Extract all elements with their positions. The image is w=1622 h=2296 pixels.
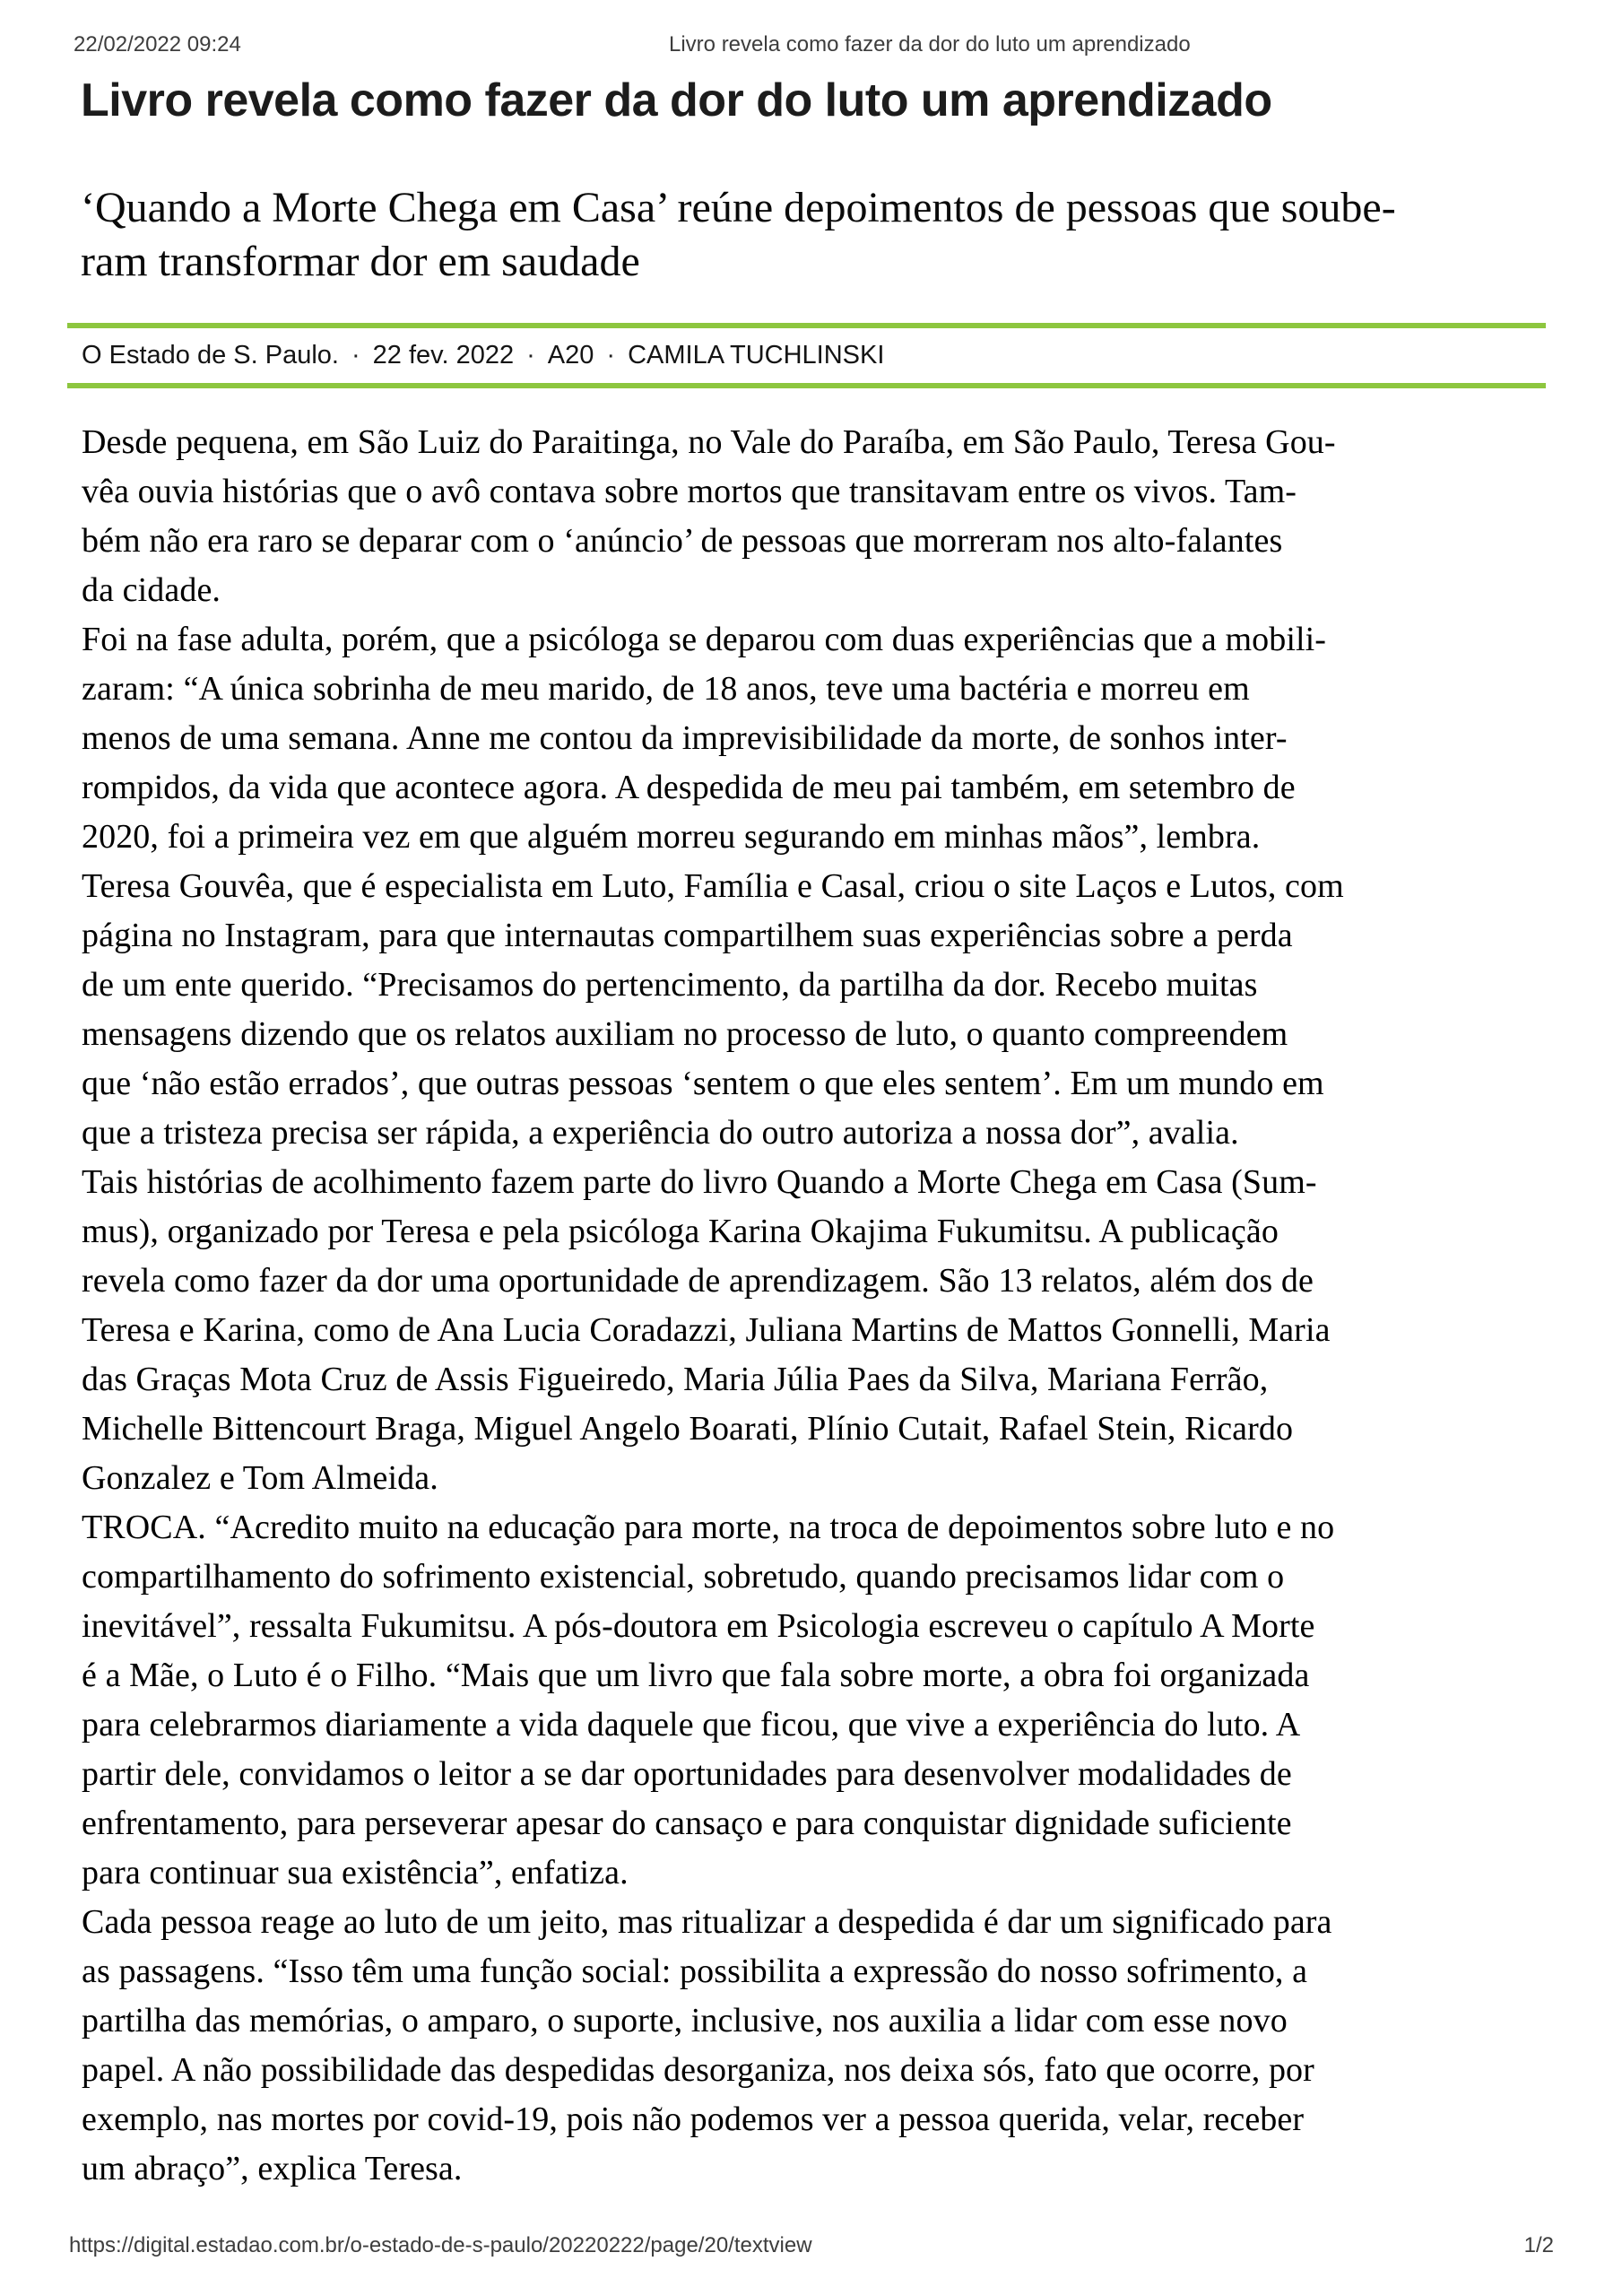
subtitle-line: ram transformar dor em saudade xyxy=(81,238,640,285)
byline-separator: · xyxy=(526,341,535,370)
body-line: Foi na fase adulta, porém, que a psicóloga se deparou com duas experiências que a mobili- xyxy=(82,621,1327,658)
body-line: menos de uma semana. Anne me contou da imprevisibilidade da morte, de sonhos inter- xyxy=(82,719,1288,757)
print-header-document-title: Livro revela como fazer da dor do luto um aprendizado xyxy=(669,32,1191,57)
byline-source: O Estado de S. Paulo. xyxy=(82,341,339,370)
print-footer-url: https://digital.estadao.com.br/o-estado-de-s-paulo/20220222/page/20/textview xyxy=(69,2233,812,2257)
article-byline xyxy=(82,328,884,383)
article-subtitle xyxy=(81,181,1396,289)
body-line: vêa ouvia histórias que o avô contava sobre mortos que transitavam entre os vivos. Tam- xyxy=(82,473,1297,510)
body-line: Gonzalez e Tom Almeida. xyxy=(82,1459,438,1497)
body-line: Tais histórias de acolhimento fazem parte do livro Quando a Morte Chega em Casa (Sum- xyxy=(82,1163,1317,1201)
byline-bottom-rule xyxy=(67,383,1546,388)
body-line: enfrentamento, para perseverar apesar do cansaço e para conquistar dignidade suficiente xyxy=(82,1805,1292,1842)
body-line: revela como fazer da dor uma oportunidade de aprendizagem. São 13 relatos, além dos de xyxy=(82,1262,1314,1300)
body-line: para continuar sua existência”, enfatiza. xyxy=(82,1854,629,1892)
article-body xyxy=(82,418,1552,2194)
body-line: para celebrarmos diariamente a vida daquele que ficou, que vive a experiência do luto. A xyxy=(82,1706,1301,1744)
body-line: que a tristeza precisa ser rápida, a experiência do outro autoriza a nossa dor”, avalia. xyxy=(82,1114,1239,1152)
body-line: compartilhamento do sofrimento existencial, sobretudo, quando precisamos lidar com o xyxy=(82,1558,1285,1596)
article-headline: Livro revela como fazer da dor do luto um aprendizado xyxy=(81,74,1272,126)
body-line: é a Mãe, o Luto é o Filho. “Mais que um livro que fala sobre morte, a obra foi organizada xyxy=(82,1657,1310,1694)
body-line: Teresa Gouvêa, que é especialista em Luto, Família e Casal, criou o site Laços e Lutos, com xyxy=(82,867,1344,905)
body-line: um abraço”, explica Teresa. xyxy=(82,2150,463,2187)
body-line: Teresa e Karina, como de Ana Lucia Coradazzi, Juliana Martins de Mattos Gonnelli, Maria xyxy=(82,1311,1331,1349)
body-line: mus), organizado por Teresa e pela psicóloga Karina Okajima Fukumitsu. A publicação xyxy=(82,1213,1279,1250)
body-line: as passagens. “Isso têm uma função social: possibilita a expressão do nosso sofrimento, a xyxy=(82,1952,1308,1990)
print-footer-page-indicator: 1/2 xyxy=(1523,2233,1554,2257)
print-header-datetime: 22/02/2022 09:24 xyxy=(74,32,241,57)
body-line: Desde pequena, em São Luiz do Paraitinga, no Vale do Paraíba, em São Paulo, Teresa Gou- xyxy=(82,423,1336,461)
byline-author: CAMILA TUCHLINSKI xyxy=(628,341,885,370)
body-line: que ‘não estão errados’, que outras pessoas ‘sentem o que eles sentem’. Em um mundo em xyxy=(82,1065,1324,1102)
subtitle-line: ‘Quando a Morte Chega em Casa’ reúne depoimentos de pessoas que soube- xyxy=(81,184,1396,231)
body-line: 2020, foi a primeira vez em que alguém morreu segurando em minhas mãos”, lembra. xyxy=(82,818,1261,856)
body-line: zaram: “A única sobrinha de meu marido, de 18 anos, teve uma bactéria e morreu em xyxy=(82,670,1250,708)
body-line: Michelle Bittencourt Braga, Miguel Angelo Boarati, Plínio Cutait, Rafael Stein, Ricardo xyxy=(82,1410,1294,1448)
body-line: da cidade. xyxy=(82,571,221,609)
body-line: papel. A não possibilidade das despedidas desorganiza, nos deixa sós, fato que ocorre, por xyxy=(82,2051,1314,2089)
body-line: TROCA. “Acredito muito na educação para morte, na troca de depoimentos sobre luto e no xyxy=(82,1509,1335,1546)
body-line: mensagens dizendo que os relatos auxiliam no processo de luto, o quanto compreendem xyxy=(82,1015,1288,1053)
body-line: rompidos, da vida que acontece agora. A despedida de meu pai também, em setembro de xyxy=(82,769,1296,806)
body-line: exemplo, nas mortes por covid-19, pois não podemos ver a pessoa querida, velar, receber xyxy=(82,2100,1305,2138)
body-line: página no Instagram, para que internautas compartilhem suas experiências sobre a perda xyxy=(82,917,1293,954)
byline-page-ref: A20 xyxy=(547,341,594,370)
body-line: de um ente querido. “Precisamos do pertencimento, da partilha da dor. Recebo muitas xyxy=(82,966,1258,1004)
body-line: partir dele, convidamos o leitor a se dar oportunidades para desenvolver modalidades de xyxy=(82,1755,1292,1793)
byline-separator: · xyxy=(606,341,616,370)
byline-separator: · xyxy=(351,341,360,370)
body-line: partilha das memórias, o amparo, o suporte, inclusive, nos auxilia a lidar com esse novo xyxy=(82,2002,1288,2039)
body-line: inevitável”, ressalta Fukumitsu. A pós-doutora em Psicologia escreveu o capítulo A Morte xyxy=(82,1607,1315,1645)
body-line: Cada pessoa reage ao luto de um jeito, mas ritualizar a despedida é dar um significado para xyxy=(82,1903,1332,1941)
body-line: das Graças Mota Cruz de Assis Figueiredo, Maria Júlia Paes da Silva, Mariana Ferrão, xyxy=(82,1361,1269,1398)
body-line: bém não era raro se deparar com o ‘anúncio’ de pessoas que morreram nos alto-falantes xyxy=(82,522,1283,560)
byline-date: 22 fev. 2022 xyxy=(372,341,515,370)
